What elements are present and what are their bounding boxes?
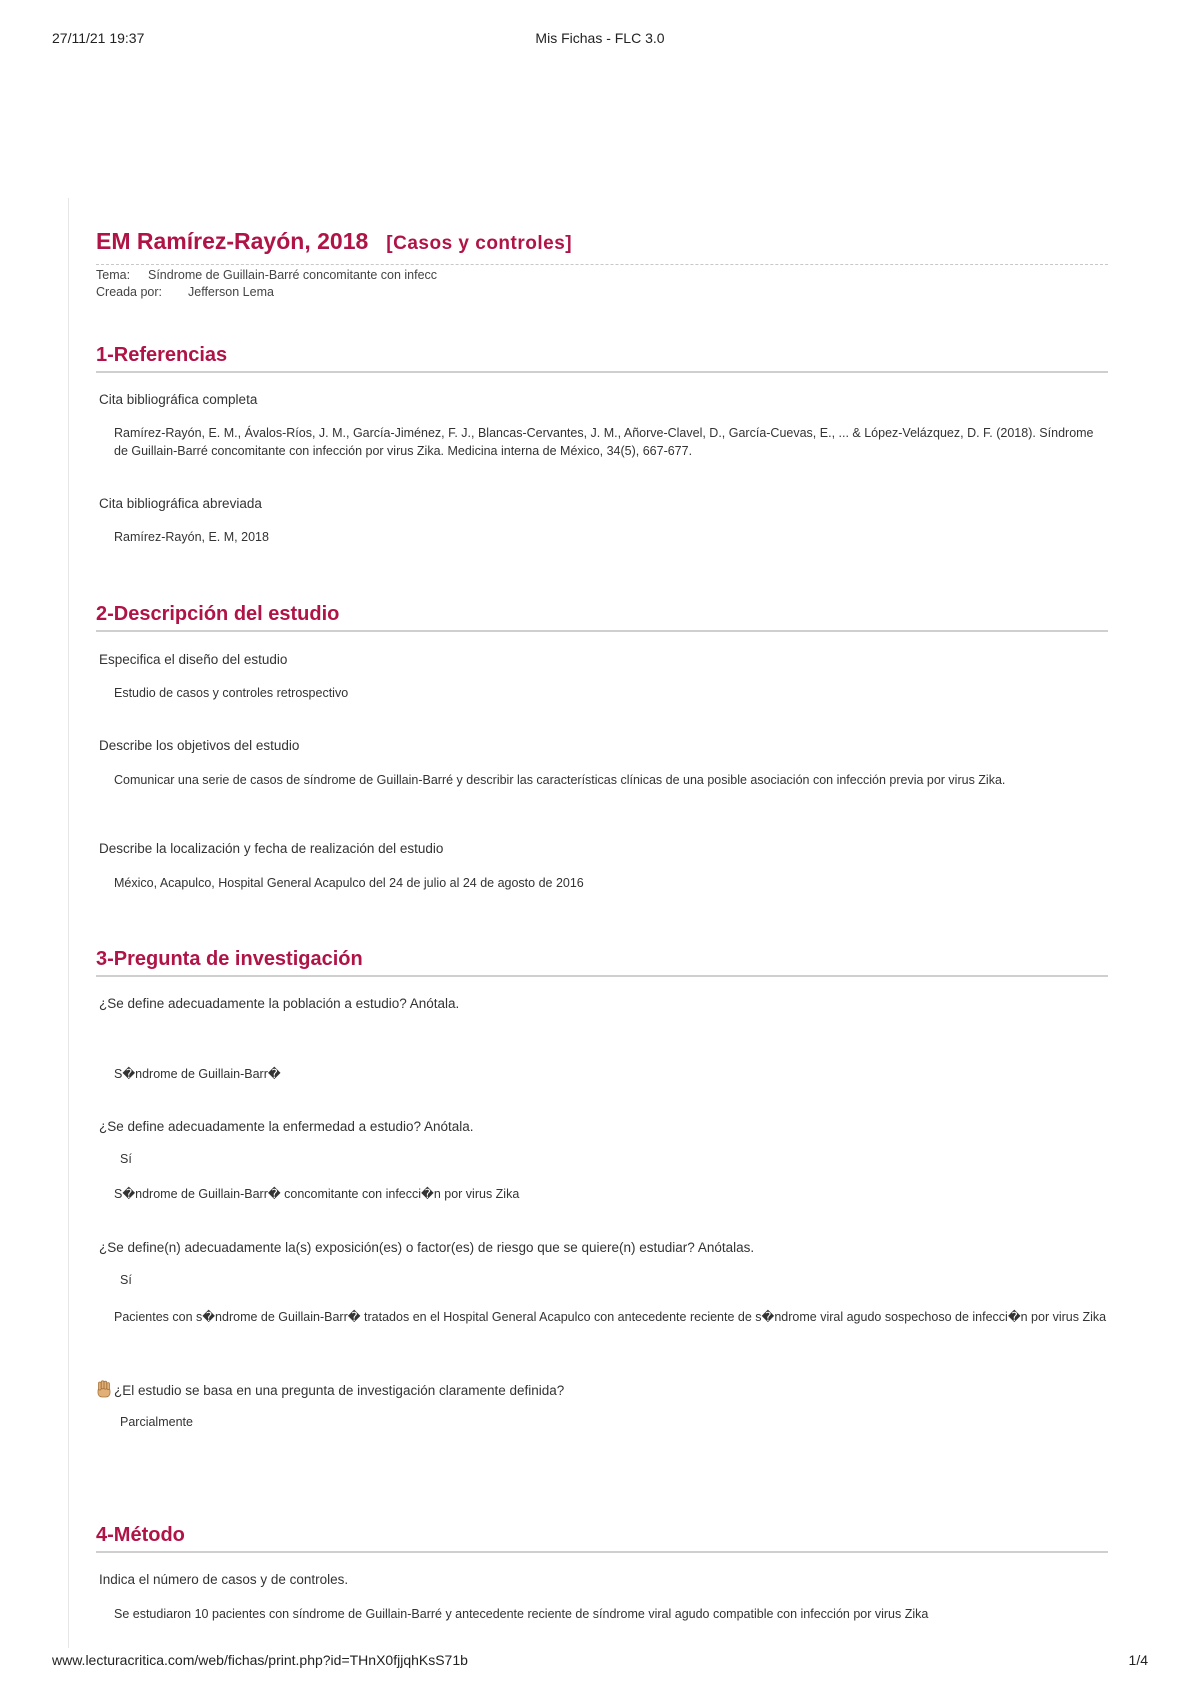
question-block	[96, 1240, 1108, 1255]
answer-block	[96, 528, 1108, 546]
answer-block	[96, 771, 1108, 789]
response-value: Sí	[120, 1273, 132, 1287]
section-descripcion	[96, 603, 1108, 632]
question-block	[96, 392, 1108, 407]
hand-icon	[96, 1380, 112, 1398]
fiche-meta	[96, 267, 1108, 301]
answer-text: S�ndrome de Guillain-Barr�	[114, 1067, 281, 1081]
question-label: ¿Se define adecuadamente la enfermedad a estudio? Anótala.	[99, 1119, 474, 1134]
tema-value: Síndrome de Guillain-Barré concomitante con infecc	[148, 268, 438, 282]
response-block	[96, 1273, 1108, 1287]
answer-block	[96, 424, 1108, 460]
page-number: 1/4	[1128, 1652, 1148, 1668]
question-block	[96, 496, 1108, 511]
section-title: 3-Pregunta de investigación	[96, 948, 1108, 977]
answer-block	[96, 1308, 1108, 1326]
section-metodo	[96, 1524, 1108, 1553]
assessment-block	[96, 1380, 1108, 1398]
content-left-border	[68, 198, 69, 1648]
print-date: 27/11/21 19:37	[52, 30, 145, 46]
question-label: Especifica el diseño del estudio	[99, 652, 288, 667]
response-value: Sí	[120, 1152, 132, 1166]
question-block	[96, 996, 1108, 1011]
question-block	[96, 652, 1108, 667]
print-footer	[52, 1652, 1148, 1670]
question-block	[96, 1572, 1108, 1587]
print-title: Mis Fichas - FLC 3.0	[535, 30, 665, 46]
question-label: ¿Se define adecuadamente la población a estudio? Anótala.	[99, 996, 460, 1011]
question-label: Cita bibliográfica abreviada	[99, 496, 262, 511]
question-label: Cita bibliográfica completa	[99, 392, 258, 407]
assessment-question	[96, 1380, 1108, 1398]
question-label: Describe los objetivos del estudio	[99, 738, 300, 753]
answer-text: Comunicar una serie de casos de síndrome de Guillain-Barré y describir las características clínicas de una posible asociación con infección previa por virus Zika.	[114, 773, 1006, 787]
print-header	[52, 30, 1148, 48]
print-url: www.lecturacritica.com/web/fichas/print.php?id=THnX0fjjqhKsS71b	[52, 1652, 468, 1668]
question-label: ¿Se define(n) adecuadamente la(s) exposición(es) o factor(es) de riesgo que se quiere(n) estudiar? Anótalas.	[99, 1240, 755, 1255]
fiche-name: EM Ramírez-Rayón, 2018	[96, 228, 369, 254]
question-block	[96, 738, 1108, 753]
answer-text: Estudio de casos y controles retrospectivo	[114, 686, 349, 700]
section-referencias	[96, 344, 1108, 373]
answer-block	[96, 1065, 1108, 1083]
response-block	[96, 1415, 1108, 1429]
question-label: ¿El estudio se basa en una pregunta de investigación claramente definida?	[114, 1383, 565, 1398]
answer-text: Pacientes con s�ndrome de Guillain-Barr� tratados en el Hospital General Acapulco con antecedente reciente de s�ndrome viral agudo sospechoso de infecci�n por virus Zika	[114, 1310, 1107, 1324]
answer-text: Ramírez-Rayón, E. M., Ávalos-Ríos, J. M., García-Jiménez, F. J., Blancas-Cervantes, J. M., Añorve-Clavel, D., García-Cuevas, E., ... & López-Velázquez, D. F. (2018). Síndrome de Guillain-Barré concomitante con infección por virus Zika. Medicina interna de México, 34(5), 667-677.	[114, 426, 1094, 458]
creada-label: Creada por:	[96, 285, 163, 299]
answer-block	[96, 1605, 1108, 1623]
question-label: Describe la localización y fecha de realización del estudio	[99, 841, 444, 856]
response-block	[96, 1152, 1108, 1166]
answer-text: S�ndrome de Guillain-Barr� concomitante con infecci�n por virus Zika	[114, 1187, 520, 1201]
answer-text: México, Acapulco, Hospital General Acapulco del 24 de julio al 24 de agosto de 2016	[114, 876, 584, 890]
answer-block	[96, 1185, 1108, 1203]
answer-text: Se estudiaron 10 pacientes con síndrome de Guillain-Barré y antecedente reciente de síndrome viral agudo compatible con infección por virus Zika	[114, 1607, 929, 1621]
tema-label: Tema:	[96, 268, 131, 282]
question-block	[96, 1119, 1108, 1134]
section-title: 2-Descripción del estudio	[96, 603, 1108, 632]
fiche-header	[96, 228, 1108, 301]
study-type: [Casos y controles]	[386, 233, 573, 254]
question-block	[96, 841, 1108, 856]
answer-block	[96, 874, 1108, 892]
creada-value: Jefferson Lema	[188, 285, 274, 299]
response-value: Parcialmente	[120, 1415, 193, 1429]
answer-text: Ramírez-Rayón, E. M, 2018	[114, 530, 269, 544]
answer-block	[96, 684, 1108, 702]
section-title: 1-Referencias	[96, 344, 1108, 373]
fiche-title	[96, 228, 1108, 265]
question-label: Indica el número de casos y de controles.	[99, 1572, 349, 1587]
section-pregunta	[96, 948, 1108, 977]
section-title: 4-Método	[96, 1524, 1108, 1553]
